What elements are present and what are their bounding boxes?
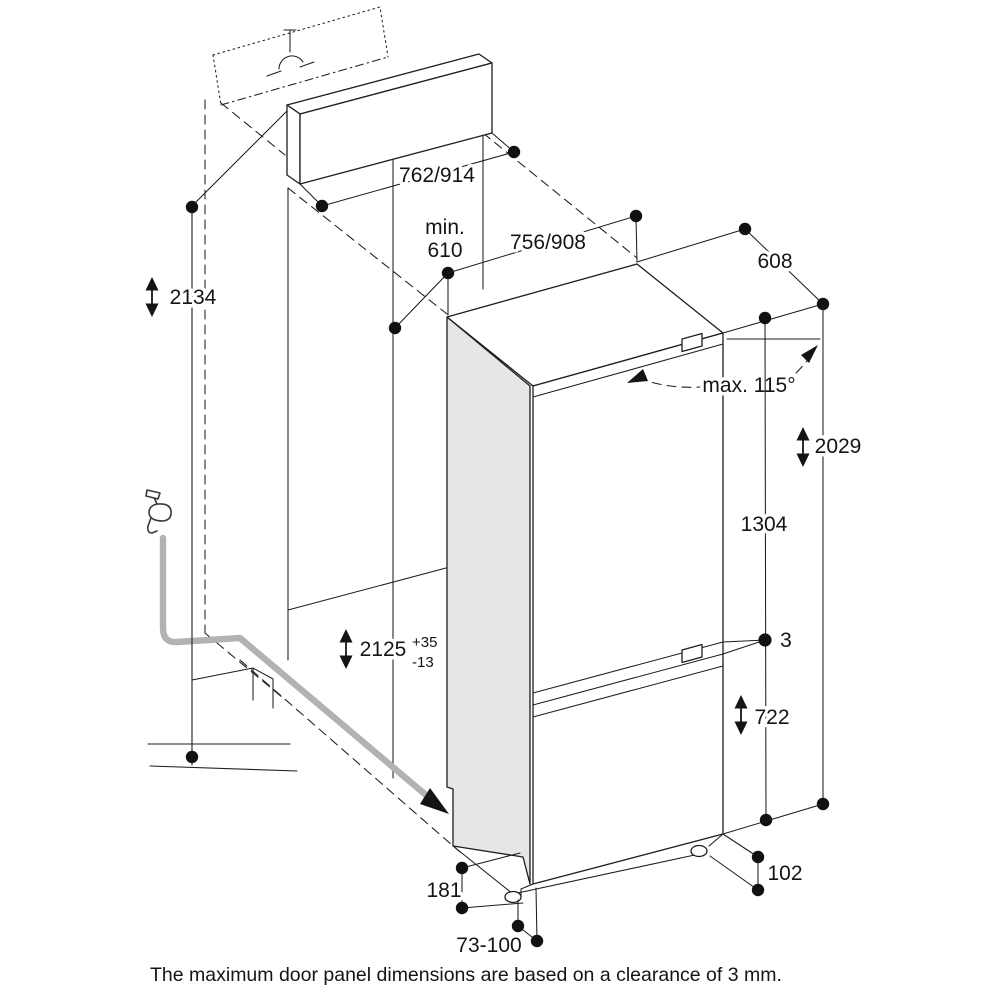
outlet-zone-left-edge	[213, 55, 221, 105]
dim-label-upper-door-height: 1304	[740, 513, 788, 536]
outlet-stem	[284, 30, 296, 52]
dim-dot	[186, 751, 198, 763]
dim-total-height	[146, 111, 288, 763]
dim-rear-offset	[426, 853, 523, 914]
dim-dot	[508, 146, 520, 158]
gap-leaders	[723, 640, 765, 654]
dim-dot	[739, 223, 751, 235]
dim-dot	[316, 200, 328, 212]
fridge-front-face	[533, 333, 723, 884]
dim-label-total-height: 2134	[169, 286, 217, 309]
dim-label-foot-range: 73-100	[456, 934, 522, 957]
dim-dot	[456, 862, 468, 874]
dim-dot	[759, 312, 771, 324]
double-arrow-icon	[340, 629, 353, 669]
dim-label-plinth-height: 102	[767, 862, 803, 885]
dim-label-niche-height: 2125	[359, 638, 407, 661]
dim-foot-range	[456, 888, 543, 957]
baseboard-corner	[192, 668, 273, 708]
outlet-arc	[279, 56, 303, 69]
dim-line	[395, 273, 448, 328]
water-tap-icon	[146, 490, 171, 533]
dim-dot	[630, 210, 642, 222]
dim-label-lower-door-height: 722	[754, 706, 790, 729]
dim-label-panel-width: 762/914	[399, 164, 475, 187]
double-arrow-icon	[797, 427, 810, 467]
fridge-side-panel	[447, 317, 530, 884]
water-supply-line	[163, 538, 449, 814]
tap-lever	[146, 490, 160, 499]
dim-label-clearance-prefix: min.	[425, 216, 465, 239]
dim-label-niche-tol-plus: +35	[412, 634, 438, 651]
angle-arrow-right	[801, 345, 818, 363]
dim-dot	[186, 201, 198, 213]
dim-dot	[512, 920, 524, 932]
refrigerator	[447, 264, 723, 903]
alignment-dashed-a	[221, 103, 285, 155]
dim-door-gap	[723, 629, 792, 654]
dim-niche-height	[340, 629, 438, 671]
panel-end-face	[287, 105, 300, 184]
dim-label-appliance-width: 756/908	[510, 231, 586, 254]
double-arrow-icon	[146, 277, 159, 317]
dim-dot	[752, 851, 764, 863]
dim-label-appliance-depth: 608	[757, 250, 793, 273]
outlet-ticks	[267, 62, 314, 76]
dim-appliance-width	[448, 210, 642, 273]
dim-dot	[456, 902, 468, 914]
caption: The maximum door panel dimensions are based on a clearance of 3 mm.	[150, 964, 782, 986]
dim-label-door-angle: max. 115°	[702, 374, 796, 397]
dim-label-rear-offset: 181	[426, 879, 462, 902]
front-left-foot	[505, 892, 521, 903]
corner-ext-line	[723, 804, 823, 834]
dim-dot	[389, 322, 401, 334]
double-arrow-icon	[735, 695, 748, 735]
dim-label-niche-tol-minus: -13	[412, 654, 434, 671]
front-right-foot	[691, 846, 707, 857]
alignment-dashed-b	[288, 188, 447, 314]
ext-line	[192, 111, 287, 206]
dim-label-clearance-value: 610	[427, 239, 463, 262]
niche-floor-back-line	[288, 568, 446, 610]
dim-label-appliance-height: 2029	[814, 435, 862, 458]
dim-label-door-gap: 3	[780, 629, 792, 652]
outlet-zone-dotted-edge	[213, 7, 388, 57]
tap-body	[149, 504, 171, 521]
dim-lower-door-height	[735, 695, 790, 735]
dim-appliance-height	[797, 304, 862, 810]
dim-dot	[752, 884, 764, 896]
dim-dot	[758, 633, 771, 646]
dim-line	[710, 834, 758, 890]
dim-dot	[531, 935, 543, 947]
floor-line-2	[150, 766, 297, 771]
power-outlet-icon	[267, 30, 314, 76]
